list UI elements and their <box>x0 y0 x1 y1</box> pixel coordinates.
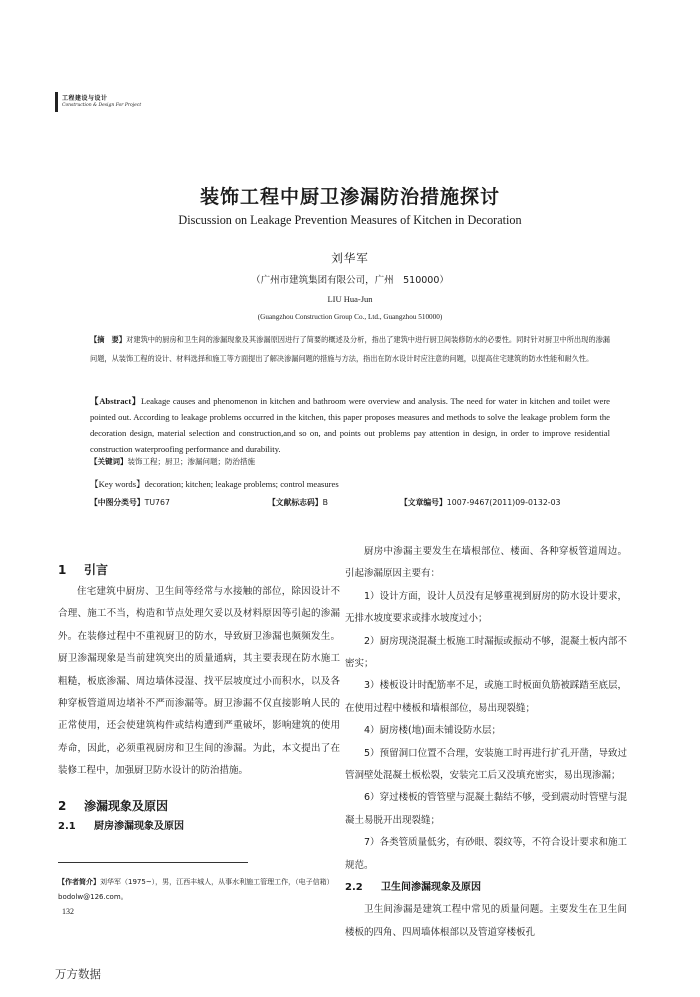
page-title-en: Discussion on Leakage Prevention Measures of Kitchen in Decoration <box>178 213 522 227</box>
journal-name-en: Construction & Design For Project <box>62 103 142 108</box>
header-bar <box>55 92 58 112</box>
author-name-en: LIU Hua-Jun <box>327 294 373 304</box>
introduction-body <box>58 581 340 783</box>
affiliation-cn: （广州市建筑集团有限公司，广州 510000） <box>251 275 449 286</box>
document-code: 【文献标志码】B <box>268 498 328 507</box>
section-heading-introduction: 1 引言 <box>58 563 109 577</box>
page-number: 132 <box>62 907 74 916</box>
watermark: 万方数据 <box>55 967 101 981</box>
cause-item: 4）厨房楼(地)面未铺设防水层； <box>364 725 501 737</box>
kitchen-intro-paragraph: 厨房中渗漏主要发生在墙根部位、楼面、各种穿板管道周边。引起渗漏原因主要有： <box>345 546 627 580</box>
introduction-paragraph: 住宅建筑中厨房、卫生间等经常与水接触的部位，除因设计不合理、施工不当，构造和节点处理欠妥以及材料原因等引起的渗漏外。在装修过程中不重视厨卫的防水，导致厨卫渗漏也频频发生。厨卫渗漏现象是当前建筑突出的质量通病，其主要表现在防水施工粗糙，板底渗漏、周边墙体浸湿、找平层坡度过小而积水，以及各种穿板管道周边堵补不严而渗漏等。厨卫渗漏不仅直接影响人民的正常使用，还会使建筑构件或结构遭到严重破坏，影响建筑的使用寿命，因此，必须重视厨房和卫生间的渗漏。为此，本文提出了在装修工程中，加强厨卫防水设计的防治措施。 <box>58 586 340 777</box>
cause-item: 2）厨房现浇混凝土板施工时漏振或振动不够，混凝土板内部不密实； <box>345 635 627 670</box>
cause-item: 3）楼板设计时配筋率不足，或施工时板面负筋被踩踏至底层，在使用过程中楼板和墙根部位，易出现裂缝； <box>345 680 627 714</box>
classification-number: 【中图分类号】TU767 <box>90 498 170 507</box>
page-title-cn: 装饰工程中厨卫渗漏防治措施探讨 <box>199 186 500 208</box>
keywords-cn-text: 装饰工程；厨卫；渗漏问题；防治措施 <box>127 457 255 466</box>
subsection-heading-kitchen: 2.1 厨房渗漏现象及原因 <box>58 821 184 832</box>
keywords-en-text: decoration; kitchen; leakage problems; control measures <box>144 479 339 489</box>
subsection-heading-bathroom: 2.2 卫生间渗漏现象及原因 <box>345 882 481 894</box>
abstract-cn-label: 【摘 要】 <box>90 335 127 344</box>
author-footnote: 【作者简介】刘华军（1975~），男，江西丰城人，从事水利施工管理工作，（电子信箱）bodolw@126.com。 <box>58 878 334 901</box>
footnote-rule <box>58 862 248 863</box>
abstract-en-text: Leakage causes and phenomenon in kitchen and bathroom were overview and analysis. The need for water in kitchen and toilet were pointed out. According to leakage problems occurred in the kitchen, this paper proposes measures and methods to solve the leakage problem form the decoration design, material selection and construction,and so on, and points out problems pay attention in design, in order to improve residential construction waterproofing performance and durability. <box>90 396 610 454</box>
cause-item: 6）穿过楼板的管管壁与混凝土黏结不够，受到震动时管壁与混凝土易脱开出现裂缝； <box>345 792 627 826</box>
journal-name-cn: 工程建设与设计 <box>62 95 108 102</box>
author-name-cn: 刘华军 <box>331 251 369 265</box>
abstract-cn-text: 对建筑中的厨房和卫生间的渗漏现象及其渗漏原因进行了简要的概述及分析，指出了建筑中进行厨卫间装修防水的必要性。同时针对厨卫中所出现的渗漏问题，从装饰工程的设计、材料选择和施工等方面提出了解决渗漏问题的措施与方法，指出在防水设计时应注意的问题，以提高住宅建筑的防水性能和耐久性。 <box>90 335 610 363</box>
section-heading-leakage: 2 渗漏现象及原因 <box>58 799 169 813</box>
abstract-en <box>90 393 610 457</box>
keywords-en <box>90 478 339 490</box>
abstract-en-label: 【Abstract】 <box>90 396 141 406</box>
keywords-cn <box>90 456 255 467</box>
bathroom-paragraph: 卫生间渗漏是建筑工程中常见的质量问题。主要发生在卫生间楼板的四角、四周墙体根部以及管道穿楼板孔 <box>345 904 627 938</box>
keywords-en-label: 【Key words】 <box>90 479 145 489</box>
cause-item: 5）预留洞口位置不合理，安装施工时再进行扩孔开凿，导致过管洞壁处混凝土板松裂，安装完工后又没填充密实，易出现渗漏； <box>345 747 627 782</box>
keywords-cn-label: 【关键词】 <box>90 457 128 466</box>
affiliation-en: (Guangzhou Construction Group Co., Ltd., Guangzhou 510000) <box>257 313 443 321</box>
cause-item: 1）设计方面，设计人员没有足够重视到厨房的防水设计要求，无排水坡度要求或排水坡度过小； <box>345 590 627 625</box>
cause-item: 7）各类管质量低劣，有砂眼、裂纹等，不符合设计要求和施工规范。 <box>345 837 627 871</box>
right-column-body <box>345 541 627 944</box>
article-number: 【文章编号】1007-9467(2011)09-0132-03 <box>400 498 561 507</box>
abstract-cn <box>90 330 610 368</box>
